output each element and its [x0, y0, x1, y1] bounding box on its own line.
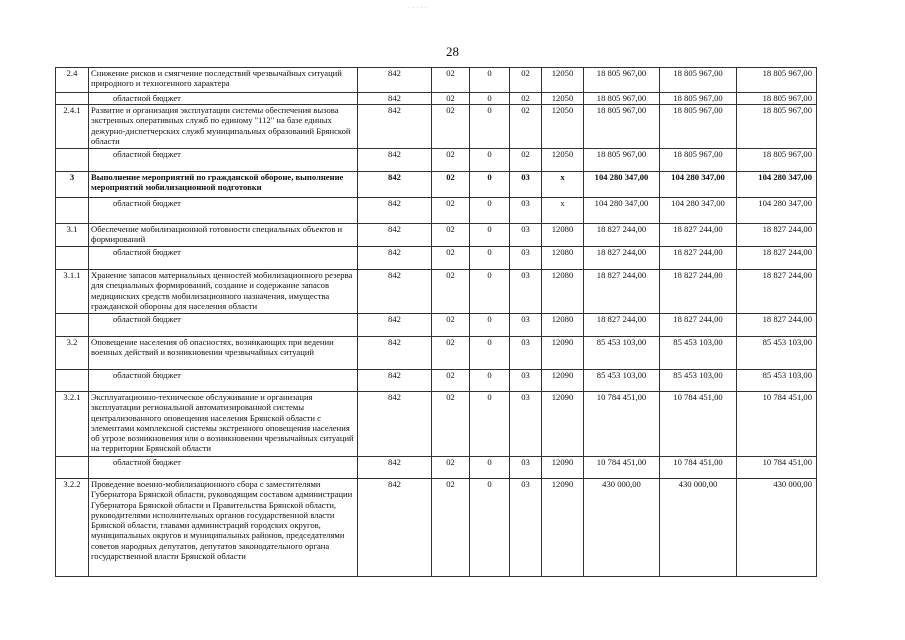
cell-grbs: 842	[358, 479, 432, 577]
cell-amount-year1: 18 805 967,00	[584, 149, 660, 172]
cell-program: 03	[510, 247, 542, 270]
cell-grbs: 842	[358, 247, 432, 270]
cell-section: 02	[432, 392, 470, 457]
budget-table	[55, 67, 817, 577]
cell-grbs: 842	[358, 198, 432, 224]
row-name: Оповещение населения об опасностях, возникающих при ведении военных действий и возникновении чрезвычайных ситуаций	[89, 337, 358, 370]
cell-program: 03	[510, 172, 542, 198]
cell-section: 02	[432, 247, 470, 270]
row-number: 3.2	[56, 337, 89, 370]
row-name: Выполнение мероприятий по гражданской обороне, выполнение мероприятий мобилизационной подготовки	[89, 172, 358, 198]
cell-grbs: 842	[358, 68, 432, 93]
row-name: Хранение запасов материальных ценностей мобилизационного резерва для специальных формирований, создание и содержание запасов медицинских средств мобилизационного назначения, имущества гражданской обороны для населения области	[89, 270, 358, 314]
table-row	[56, 457, 817, 479]
cell-amount-year1: 18 805 967,00	[584, 93, 660, 105]
cell-amount-year1: 18 827 244,00	[584, 314, 660, 337]
cell-subsection: 0	[470, 172, 510, 198]
cell-amount-year3: 18 805 967,00	[737, 68, 817, 93]
cell-program: 03	[510, 198, 542, 224]
cell-subsection: 0	[470, 93, 510, 105]
cell-amount-year3: 85 453 103,00	[737, 337, 817, 370]
cell-amount-year3: 10 784 451,00	[737, 457, 817, 479]
cell-amount-year1: 85 453 103,00	[584, 337, 660, 370]
cell-section: 02	[432, 105, 470, 149]
cell-target-code: 12080	[542, 314, 584, 337]
cell-subsection: 0	[470, 198, 510, 224]
cell-target-code: 12090	[542, 457, 584, 479]
cell-amount-year2: 104 280 347,00	[660, 172, 737, 198]
cell-amount-year1: 104 280 347,00	[584, 172, 660, 198]
cell-amount-year3: 18 827 244,00	[737, 247, 817, 270]
cell-section: 02	[432, 370, 470, 392]
cell-subsection: 0	[470, 457, 510, 479]
cell-section: 02	[432, 314, 470, 337]
table-row	[56, 172, 817, 198]
row-number	[56, 247, 89, 270]
cell-amount-year3: 18 805 967,00	[737, 105, 817, 149]
scan-noise: · · · · ·	[408, 4, 427, 12]
cell-amount-year3: 18 827 244,00	[737, 224, 817, 247]
cell-grbs: 842	[358, 270, 432, 314]
row-number: 3.1	[56, 224, 89, 247]
cell-amount-year1: 104 280 347,00	[584, 198, 660, 224]
cell-amount-year1: 10 784 451,00	[584, 392, 660, 457]
cell-amount-year3: 18 805 967,00	[737, 149, 817, 172]
table-row	[56, 314, 817, 337]
table-row	[56, 392, 817, 457]
cell-section: 02	[432, 198, 470, 224]
cell-program: 02	[510, 93, 542, 105]
row-number: 2.4	[56, 68, 89, 93]
row-number	[56, 149, 89, 172]
row-number	[56, 93, 89, 105]
cell-grbs: 842	[358, 93, 432, 105]
cell-grbs: 842	[358, 370, 432, 392]
row-name: Проведение военно-мобилизационного сбора с заместителями Губернатора Брянской области, руководящим составом администрации Губернатора Брянской области и Правительства Брянской области, руководителями исполнительных органов государственной власти Брянской области, главами администраций городских округов, муниципальных округов и муниципальных районов, председателями советов народных депутатов, депутатов законодательного органа государственной власти Брянской области	[89, 479, 358, 577]
cell-grbs: 842	[358, 224, 432, 247]
cell-subsection: 0	[470, 270, 510, 314]
cell-subsection: 0	[470, 479, 510, 577]
table-row	[56, 93, 817, 105]
cell-program: 03	[510, 457, 542, 479]
cell-amount-year3: 104 280 347,00	[737, 198, 817, 224]
cell-subsection: 0	[470, 392, 510, 457]
row-number	[56, 457, 89, 479]
page-number: 28	[446, 44, 459, 59]
cell-target-code: 12050	[542, 149, 584, 172]
row-number	[56, 198, 89, 224]
cell-amount-year1: 10 784 451,00	[584, 457, 660, 479]
table-row	[56, 247, 817, 270]
cell-program: 02	[510, 68, 542, 93]
cell-amount-year2: 18 805 967,00	[660, 105, 737, 149]
cell-subsection: 0	[470, 370, 510, 392]
cell-subsection: 0	[470, 105, 510, 149]
cell-amount-year1: 18 805 967,00	[584, 105, 660, 149]
table-row	[56, 370, 817, 392]
cell-target-code: 12080	[542, 247, 584, 270]
cell-program: 03	[510, 392, 542, 457]
cell-amount-year3: 104 280 347,00	[737, 172, 817, 198]
table-row	[56, 198, 817, 224]
cell-program: 03	[510, 370, 542, 392]
cell-amount-year2: 85 453 103,00	[660, 337, 737, 370]
cell-target-code: х	[542, 198, 584, 224]
cell-amount-year1: 18 805 967,00	[584, 68, 660, 93]
cell-amount-year2: 18 827 244,00	[660, 314, 737, 337]
cell-grbs: 842	[358, 149, 432, 172]
cell-amount-year3: 18 827 244,00	[737, 270, 817, 314]
cell-amount-year2: 18 827 244,00	[660, 224, 737, 247]
table-row	[56, 105, 817, 149]
cell-amount-year1: 18 827 244,00	[584, 247, 660, 270]
cell-amount-year3: 85 453 103,00	[737, 370, 817, 392]
cell-subsection: 0	[470, 224, 510, 247]
table-row	[56, 337, 817, 370]
cell-amount-year2: 85 453 103,00	[660, 370, 737, 392]
cell-amount-year3: 18 827 244,00	[737, 314, 817, 337]
row-name: Эксплуатационно-техническое обслуживание и организация эксплуатации региональной автоматизированной системы централизованного оповещения населения Брянской области с элементами комплексной системы экстренного оповещения населения об угрозе возникновения или о возникновении чрезвычайных ситуаций на территории Брянской области	[89, 392, 358, 457]
row-name: Обеспечение мобилизационной готовности специальных объектов и формирований	[89, 224, 358, 247]
cell-subsection: 0	[470, 337, 510, 370]
cell-grbs: 842	[358, 314, 432, 337]
cell-section: 02	[432, 68, 470, 93]
row-number: 3.2.2	[56, 479, 89, 577]
row-name: областной бюджет	[89, 198, 358, 224]
cell-target-code: 12050	[542, 105, 584, 149]
cell-amount-year2: 18 805 967,00	[660, 149, 737, 172]
table-row	[56, 224, 817, 247]
table-row	[56, 270, 817, 314]
table-row	[56, 68, 817, 93]
row-number	[56, 314, 89, 337]
cell-program: 02	[510, 105, 542, 149]
cell-program: 03	[510, 314, 542, 337]
table-row	[56, 479, 817, 577]
cell-grbs: 842	[358, 392, 432, 457]
cell-target-code: 12090	[542, 392, 584, 457]
cell-section: 02	[432, 172, 470, 198]
cell-target-code: 12090	[542, 479, 584, 577]
cell-amount-year2: 430 000,00	[660, 479, 737, 577]
row-name: областной бюджет	[89, 149, 358, 172]
cell-section: 02	[432, 337, 470, 370]
cell-grbs: 842	[358, 172, 432, 198]
row-number: 3.1.1	[56, 270, 89, 314]
cell-grbs: 842	[358, 337, 432, 370]
cell-amount-year2: 18 805 967,00	[660, 93, 737, 105]
cell-section: 02	[432, 479, 470, 577]
cell-target-code: 12080	[542, 224, 584, 247]
table-row	[56, 149, 817, 172]
row-number	[56, 370, 89, 392]
cell-program: 03	[510, 224, 542, 247]
cell-grbs: 842	[358, 105, 432, 149]
cell-section: 02	[432, 149, 470, 172]
budget-table-body	[56, 68, 817, 577]
row-name: областной бюджет	[89, 93, 358, 105]
cell-program: 03	[510, 270, 542, 314]
cell-grbs: 842	[358, 457, 432, 479]
cell-amount-year3: 18 805 967,00	[737, 93, 817, 105]
cell-section: 02	[432, 270, 470, 314]
row-name: областной бюджет	[89, 370, 358, 392]
cell-amount-year2: 18 805 967,00	[660, 68, 737, 93]
cell-amount-year1: 18 827 244,00	[584, 270, 660, 314]
cell-target-code: х	[542, 172, 584, 198]
row-name: областной бюджет	[89, 457, 358, 479]
cell-program: 02	[510, 149, 542, 172]
cell-section: 02	[432, 93, 470, 105]
cell-amount-year1: 18 827 244,00	[584, 224, 660, 247]
cell-amount-year2: 18 827 244,00	[660, 270, 737, 314]
row-number: 3	[56, 172, 89, 198]
cell-amount-year3: 430 000,00	[737, 479, 817, 577]
cell-section: 02	[432, 224, 470, 247]
cell-amount-year1: 430 000,00	[584, 479, 660, 577]
cell-amount-year2: 104 280 347,00	[660, 198, 737, 224]
cell-target-code: 12050	[542, 68, 584, 93]
row-name: Снижение рисков и смягчение последствий чрезвычайных ситуаций природного и техногенного характера	[89, 68, 358, 93]
cell-target-code: 12080	[542, 270, 584, 314]
row-name: Развитие и организация эксплуатации системы обеспечения вызова экстренных оперативных служб по единому "112" на базе единых дежурно-диспетчерских служб муниципальных образований Брянской области	[89, 105, 358, 149]
cell-program: 03	[510, 479, 542, 577]
cell-target-code: 12050	[542, 93, 584, 105]
row-number: 3.2.1	[56, 392, 89, 457]
cell-subsection: 0	[470, 314, 510, 337]
cell-amount-year3: 10 784 451,00	[737, 392, 817, 457]
row-name: областной бюджет	[89, 314, 358, 337]
cell-section: 02	[432, 457, 470, 479]
cell-amount-year1: 85 453 103,00	[584, 370, 660, 392]
cell-amount-year2: 10 784 451,00	[660, 457, 737, 479]
cell-target-code: 12090	[542, 337, 584, 370]
cell-program: 03	[510, 337, 542, 370]
row-number: 2.4.1	[56, 105, 89, 149]
cell-subsection: 0	[470, 247, 510, 270]
cell-subsection: 0	[470, 68, 510, 93]
cell-amount-year2: 10 784 451,00	[660, 392, 737, 457]
cell-amount-year2: 18 827 244,00	[660, 247, 737, 270]
row-name: областной бюджет	[89, 247, 358, 270]
cell-subsection: 0	[470, 149, 510, 172]
cell-target-code: 12090	[542, 370, 584, 392]
